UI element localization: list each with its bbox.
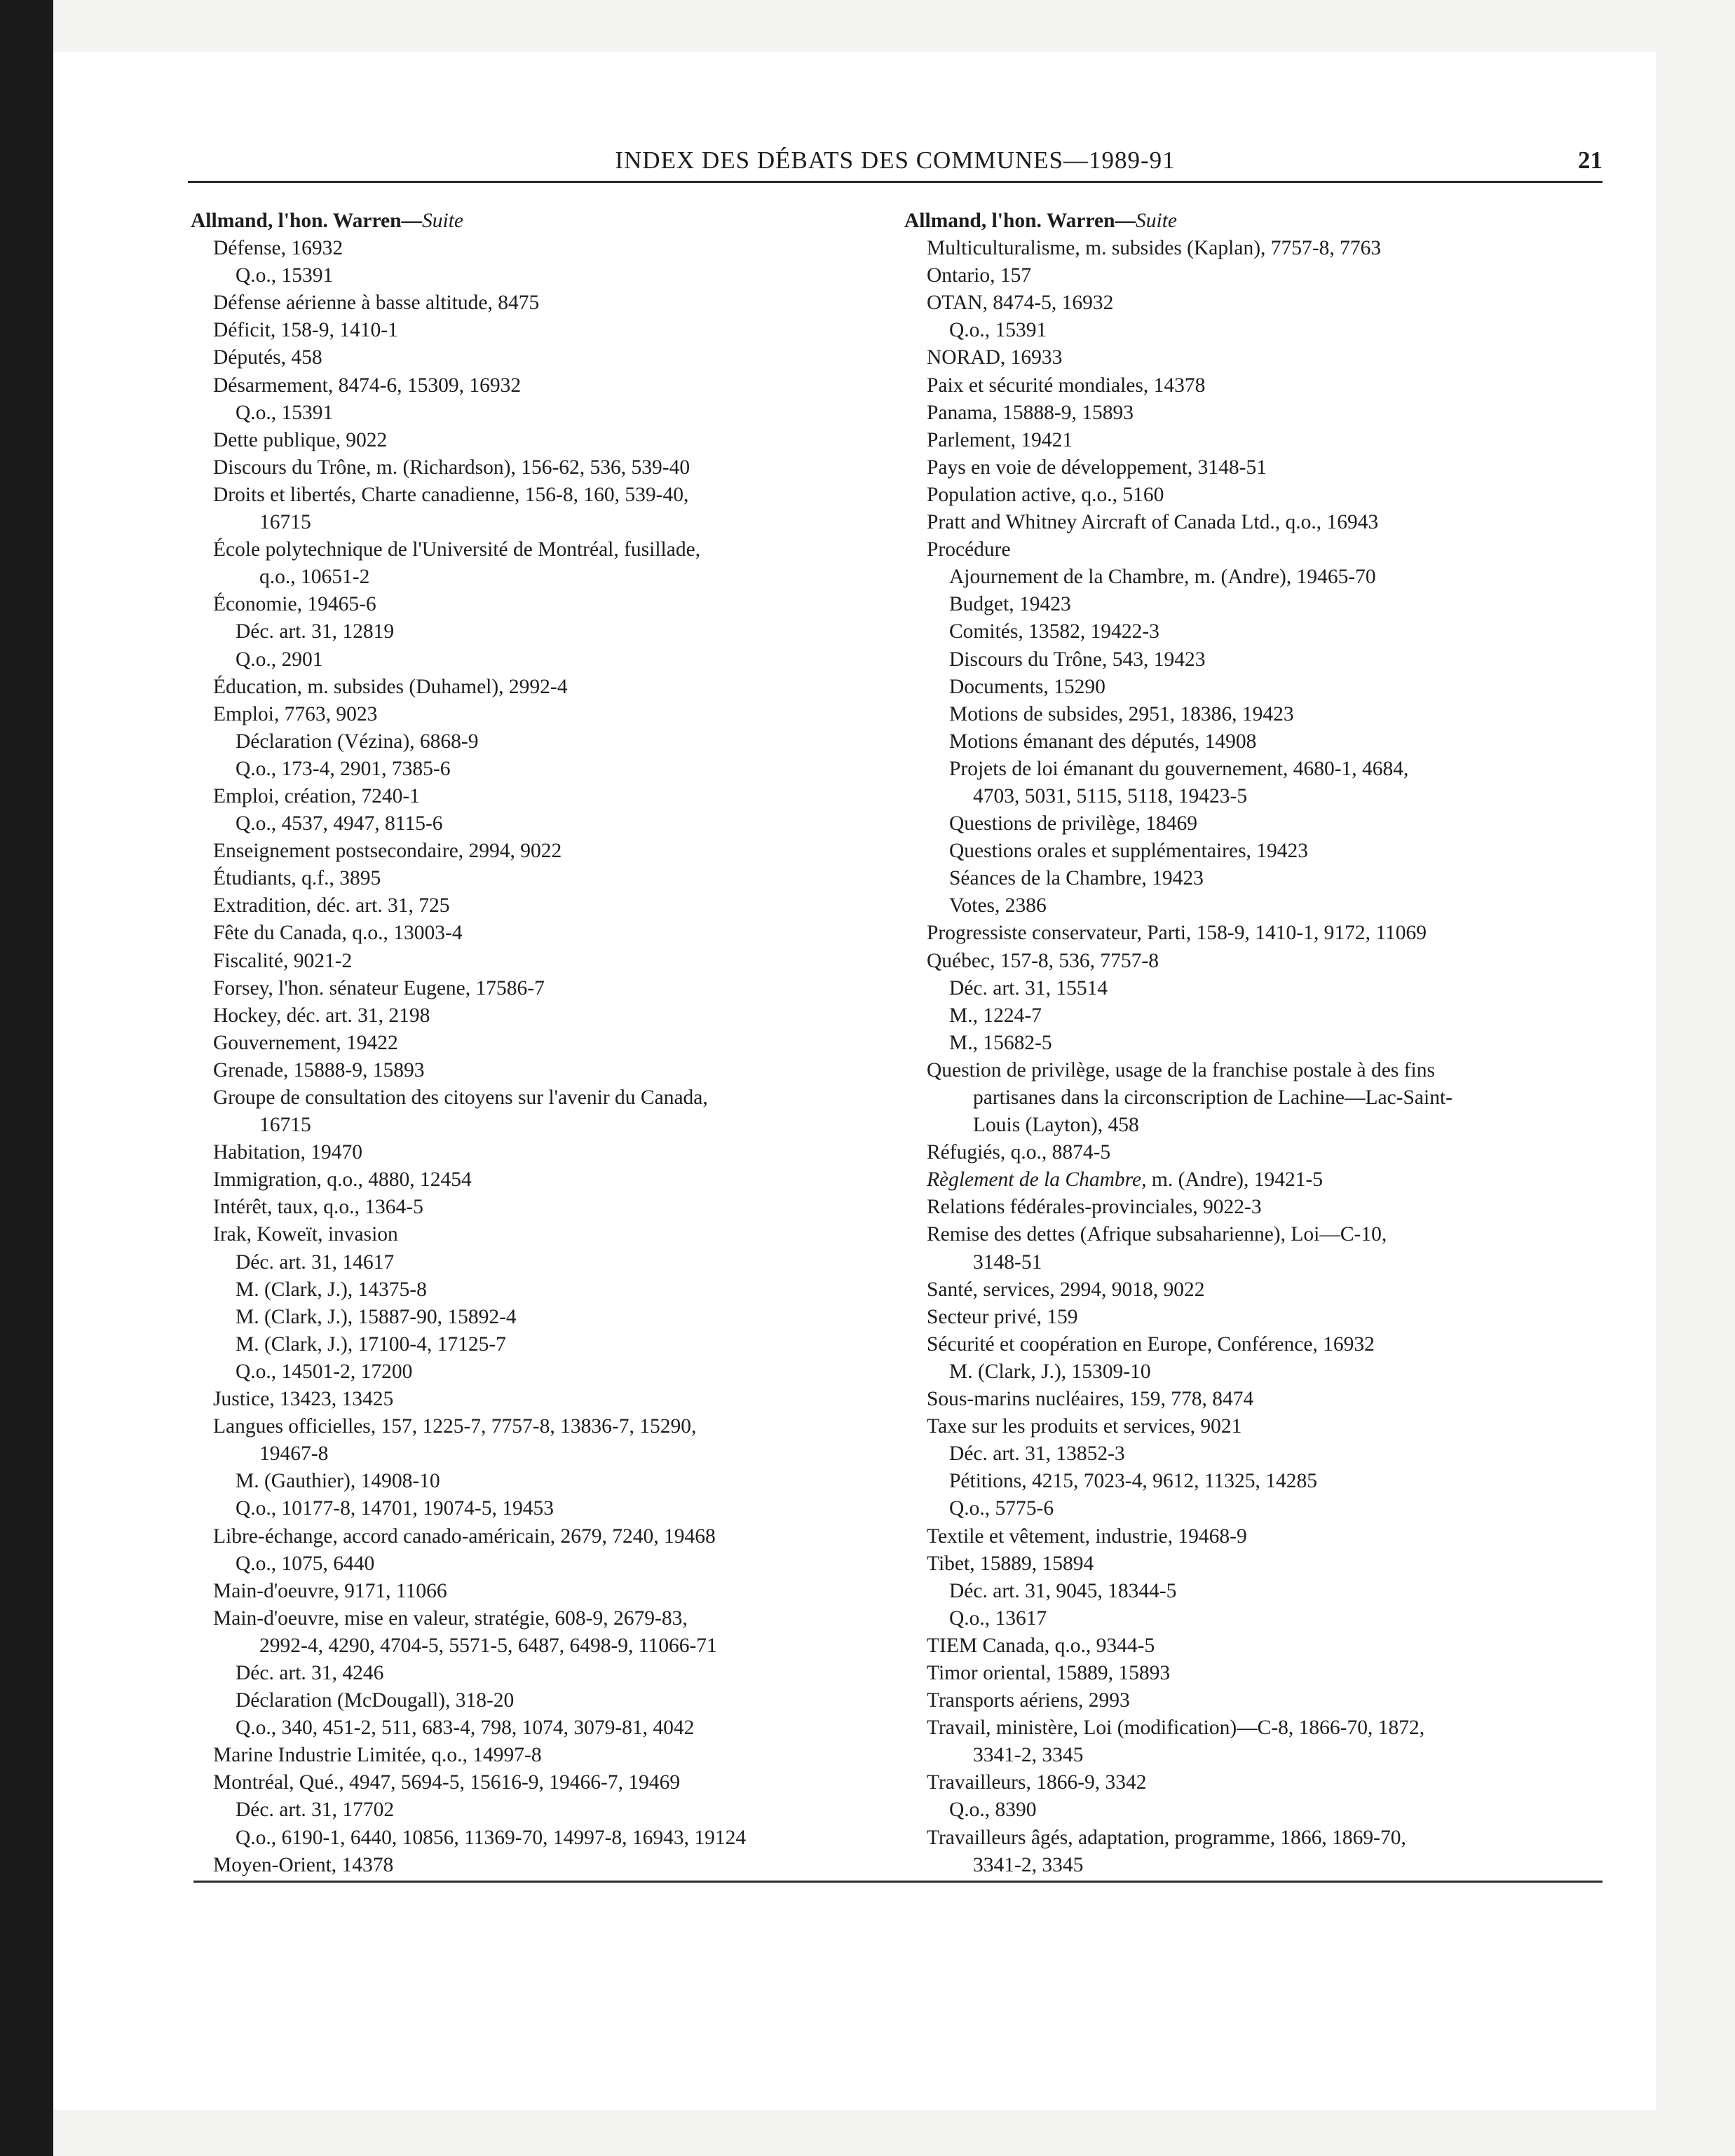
- index-entry: Timor oriental, 15889, 15893: [927, 1661, 1171, 1684]
- index-subentry: Votes, 2386: [949, 894, 1047, 917]
- index-subentry: Q.o., 6190-1, 6440, 10856, 11369-70, 14997-8, 16943, 19124: [236, 1826, 747, 1849]
- index-subentry: Déclaration (Vézina), 6868-9: [236, 730, 479, 753]
- index-entry: Travail, ministère, Loi (modification)—C-8, 1866-70, 1872,: [927, 1717, 1425, 1740]
- index-subentry: Déc. art. 31, 14617: [236, 1250, 395, 1274]
- index-subentry: Comités, 13582, 19422-3: [949, 620, 1159, 643]
- index-entry: École polytechnique de l'Université de Montréal, fusillade,: [213, 538, 701, 561]
- index-continuation: 4703, 5031, 5115, 5118, 19423-5: [973, 784, 1248, 807]
- index-entry: Marine Industrie Limitée, q.o., 14997-8: [213, 1744, 542, 1767]
- index-subentry: Motions de subsides, 2951, 18386, 19423: [949, 702, 1294, 725]
- scan-border-right: [1656, 52, 1735, 2156]
- index-subentry: Q.o., 2901: [236, 648, 323, 671]
- index-entry: Économie, 19465-6: [213, 593, 376, 616]
- index-entry: Discours du Trône, m. (Richardson), 156-62, 536, 539-40: [213, 456, 690, 479]
- index-entry: Défense aérienne à basse altitude, 8475: [213, 292, 540, 315]
- index-subentry: Déc. art. 31, 13852-3: [949, 1442, 1125, 1466]
- running-title: INDEX DES DÉBATS DES COMMUNES—1989-91: [615, 146, 1176, 174]
- index-subentry: M. (Clark, J.), 15887-90, 15892-4: [236, 1305, 517, 1328]
- index-entry: Multiculturalisme, m. subsides (Kaplan), 7757-8, 7763: [927, 237, 1382, 260]
- entry-heading: [904, 207, 1605, 235]
- index-subentry: Q.o., 15391: [949, 319, 1047, 342]
- index-column-right: [904, 207, 1605, 1879]
- scan-border-bottom: [53, 2110, 1656, 2156]
- index-entry: Éducation, m. subsides (Duhamel), 2992-4: [213, 675, 568, 698]
- heading-suffix: Suite: [1136, 210, 1178, 232]
- index-entry: Moyen-Orient, 14378: [213, 1853, 394, 1876]
- index-subentry: Séances de la Chambre, 19423: [949, 867, 1204, 890]
- index-column-left: [191, 207, 892, 1879]
- index-subentry: Q.o., 173-4, 2901, 7385-6: [236, 757, 451, 780]
- index-entry: Députés, 458: [213, 346, 322, 369]
- index-entry: Justice, 13423, 13425: [213, 1388, 394, 1411]
- index-subentry: Déc. art. 31, 17702: [236, 1799, 395, 1822]
- index-continuation: q.o., 10651-2: [259, 566, 370, 589]
- index-entry: Emploi, 7763, 9023: [213, 702, 378, 725]
- index-entry: Irak, Koweït, invasion: [213, 1223, 398, 1246]
- index-subentry: Q.o., 4537, 4947, 8115-6: [236, 812, 443, 835]
- index-entry: Désarmement, 8474-6, 15309, 16932: [213, 374, 522, 397]
- italic-entry-term: Règlement de la Chambre,: [927, 1168, 1147, 1192]
- index-entry: Droits et libertés, Charte canadienne, 156-8, 160, 539-40,: [213, 483, 689, 506]
- index-subentry: M. (Gauthier), 14908-10: [236, 1470, 440, 1493]
- index-entry: Secteur privé, 159: [927, 1305, 1078, 1328]
- index-subentry: Ajournement de la Chambre, m. (Andre), 19465-70: [949, 566, 1376, 589]
- index-entry: Gouvernement, 19422: [213, 1031, 398, 1054]
- page-number: 21: [1578, 146, 1603, 174]
- entry-heading: [191, 207, 892, 235]
- index-subentry: Q.o., 15391: [236, 264, 334, 287]
- index-subentry: M., 1224-7: [949, 1004, 1042, 1027]
- index-subentry: Pétitions, 4215, 7023-4, 9612, 11325, 14285: [949, 1470, 1317, 1493]
- index-continuation: 16715: [259, 1114, 311, 1137]
- index-entry: OTAN, 8474-5, 16932: [927, 292, 1114, 315]
- footer-rule: [193, 1881, 1603, 1883]
- heading-name: Allmand, l'hon. Warren—: [904, 210, 1136, 232]
- index-subentry: Q.o., 1075, 6440: [236, 1552, 375, 1575]
- index-entry: Travailleurs âgés, adaptation, programme, 1866, 1869-70,: [927, 1826, 1406, 1849]
- heading-name: Allmand, l'hon. Warren—: [191, 210, 423, 232]
- index-subentry: Déc. art. 31, 15514: [949, 976, 1108, 999]
- index-entry: Déficit, 158-9, 1410-1: [213, 319, 398, 342]
- index-entry: Fête du Canada, q.o., 13003-4: [213, 922, 463, 945]
- index-subentry: Questions de privilège, 18469: [949, 812, 1197, 835]
- index-entry: Dette publique, 9022: [213, 428, 388, 451]
- index-entry: TIEM Canada, q.o., 9344-5: [927, 1634, 1155, 1657]
- index-entry: Santé, services, 2994, 9018, 9022: [927, 1278, 1205, 1301]
- scan-border-top: [53, 0, 1735, 52]
- index-subentry: Discours du Trône, 543, 19423: [949, 648, 1206, 671]
- index-continuation: partisanes dans la circonscription de Lachine—Lac-Saint-: [973, 1086, 1452, 1109]
- index-entry: Panama, 15888-9, 15893: [927, 401, 1134, 424]
- index-continuation: 3341-2, 3345: [973, 1853, 1084, 1876]
- index-entry: Travailleurs, 1866-9, 3342: [927, 1771, 1147, 1794]
- index-entry: Défense, 16932: [213, 237, 343, 260]
- index-subentry: Q.o., 5775-6: [949, 1497, 1054, 1520]
- index-entry: Population active, q.o., 5160: [927, 483, 1164, 506]
- index-entry: Forsey, l'hon. sénateur Eugene, 17586-7: [213, 976, 545, 999]
- index-subentry: Q.o., 15391: [236, 401, 334, 424]
- index-subentry: Documents, 15290: [949, 675, 1105, 698]
- header-rule: [188, 181, 1603, 183]
- index-entry: Ontario, 157: [927, 264, 1032, 287]
- index-entry: Transports aériens, 2993: [927, 1689, 1130, 1712]
- index-entry: Montréal, Qué., 4947, 5694-5, 15616-9, 19466-7, 19469: [213, 1771, 681, 1794]
- index-entry: Étudiants, q.f., 3895: [213, 867, 381, 890]
- index-entry: Hockey, déc. art. 31, 2198: [213, 1004, 430, 1027]
- index-continuation: 2992-4, 4290, 4704-5, 5571-5, 6487, 6498-9, 11066-71: [259, 1634, 717, 1657]
- index-subentry: Motions émanant des députés, 14908: [949, 730, 1257, 753]
- index-continuation: Louis (Layton), 458: [973, 1114, 1139, 1137]
- index-entry: Remise des dettes (Afrique subsaharienne), Loi—C-10,: [927, 1223, 1387, 1246]
- index-subentry: Projets de loi émanant du gouvernement, 4680-1, 4684,: [949, 757, 1409, 780]
- index-entry: Grenade, 15888-9, 15893: [213, 1058, 425, 1082]
- index-entry: Libre-échange, accord canado-américain, 2679, 7240, 19468: [213, 1524, 716, 1548]
- index-entry: Groupe de consultation des citoyens sur l'avenir du Canada,: [213, 1086, 708, 1109]
- index-continuation: 16715: [259, 511, 311, 534]
- index-entry: Parlement, 19421: [927, 428, 1073, 451]
- index-entry: Paix et sécurité mondiales, 14378: [927, 374, 1206, 397]
- index-subentry: Questions orales et supplémentaires, 19423: [949, 840, 1309, 863]
- index-entry: Sous-marins nucléaires, 159, 778, 8474: [927, 1388, 1254, 1411]
- index-entry: Habitation, 19470: [213, 1141, 363, 1164]
- index-entry: Main-d'oeuvre, mise en valeur, stratégie, 608-9, 2679-83,: [213, 1606, 688, 1630]
- index-subentry: M. (Clark, J.), 15309-10: [949, 1360, 1151, 1383]
- heading-suffix: Suite: [422, 210, 464, 232]
- index-entry: Taxe sur les produits et services, 9021: [927, 1415, 1242, 1438]
- index-subentry: Budget, 19423: [949, 593, 1071, 616]
- index-continuation: 3148-51: [973, 1250, 1042, 1274]
- index-continuation: 19467-8: [259, 1442, 329, 1466]
- entry-reference: m. (Andre), 19421-5: [1151, 1168, 1324, 1192]
- scan-border-left: [0, 0, 53, 2156]
- index-subentry: Q.o., 8390: [949, 1799, 1037, 1822]
- index-entry: Tibet, 15889, 15894: [927, 1552, 1094, 1575]
- index-entry: [904, 1166, 1605, 1194]
- index-subentry: Déc. art. 31, 12819: [236, 620, 395, 643]
- index-subentry: M., 15682-5: [949, 1031, 1052, 1054]
- index-entry: Emploi, création, 7240-1: [213, 784, 420, 807]
- index-entry: Question de privilège, usage de la franchise postale à des fins: [927, 1058, 1435, 1082]
- index-entry: Main-d'oeuvre, 9171, 11066: [213, 1579, 447, 1602]
- index-subentry: M. (Clark, J.), 17100-4, 17125-7: [236, 1332, 506, 1356]
- index-entry: Enseignement postsecondaire, 2994, 9022: [213, 840, 562, 863]
- index-entry: Intérêt, taux, q.o., 1364-5: [213, 1196, 423, 1219]
- index-entry: Langues officielles, 157, 1225-7, 7757-8, 13836-7, 15290,: [213, 1415, 697, 1438]
- index-entry: Fiscalité, 9021-2: [213, 949, 353, 972]
- page-header: [188, 143, 1603, 185]
- index-subentry: Déc. art. 31, 9045, 18344-5: [949, 1579, 1177, 1602]
- index-entry: Textile et vêtement, industrie, 19468-9: [927, 1524, 1247, 1548]
- index-entry: Procédure: [927, 538, 1011, 561]
- index-entry: Pays en voie de développement, 3148-51: [927, 456, 1267, 479]
- index-subentry: Q.o., 14501-2, 17200: [236, 1360, 413, 1383]
- index-entry: Immigration, q.o., 4880, 12454: [213, 1168, 472, 1192]
- index-entry: Extradition, déc. art. 31, 725: [213, 894, 450, 917]
- index-subentry: Déclaration (McDougall), 318-20: [236, 1689, 515, 1712]
- index-subentry: M. (Clark, J.), 14375-8: [236, 1278, 427, 1301]
- index-subentry: Q.o., 13617: [949, 1606, 1047, 1630]
- index-subentry: Déc. art. 31, 4246: [236, 1661, 384, 1684]
- index-entry: Relations fédérales-provinciales, 9022-3: [927, 1196, 1262, 1219]
- index-subentry: Q.o., 10177-8, 14701, 19074-5, 19453: [236, 1497, 554, 1520]
- index-entry: Pratt and Whitney Aircraft of Canada Ltd., q.o., 16943: [927, 511, 1379, 534]
- index-entry: Québec, 157-8, 536, 7757-8: [927, 949, 1159, 972]
- index-entry: Réfugiés, q.o., 8874-5: [927, 1141, 1111, 1164]
- index-entry: Progressiste conservateur, Parti, 158-9, 1410-1, 9172, 11069: [927, 922, 1427, 945]
- index-entry: NORAD, 16933: [927, 346, 1063, 369]
- index-continuation: 3341-2, 3345: [973, 1744, 1084, 1767]
- index-entry: Sécurité et coopération en Europe, Conférence, 16932: [927, 1332, 1375, 1356]
- index-subentry: Q.o., 340, 451-2, 511, 683-4, 798, 1074, 3079-81, 4042: [236, 1717, 695, 1740]
